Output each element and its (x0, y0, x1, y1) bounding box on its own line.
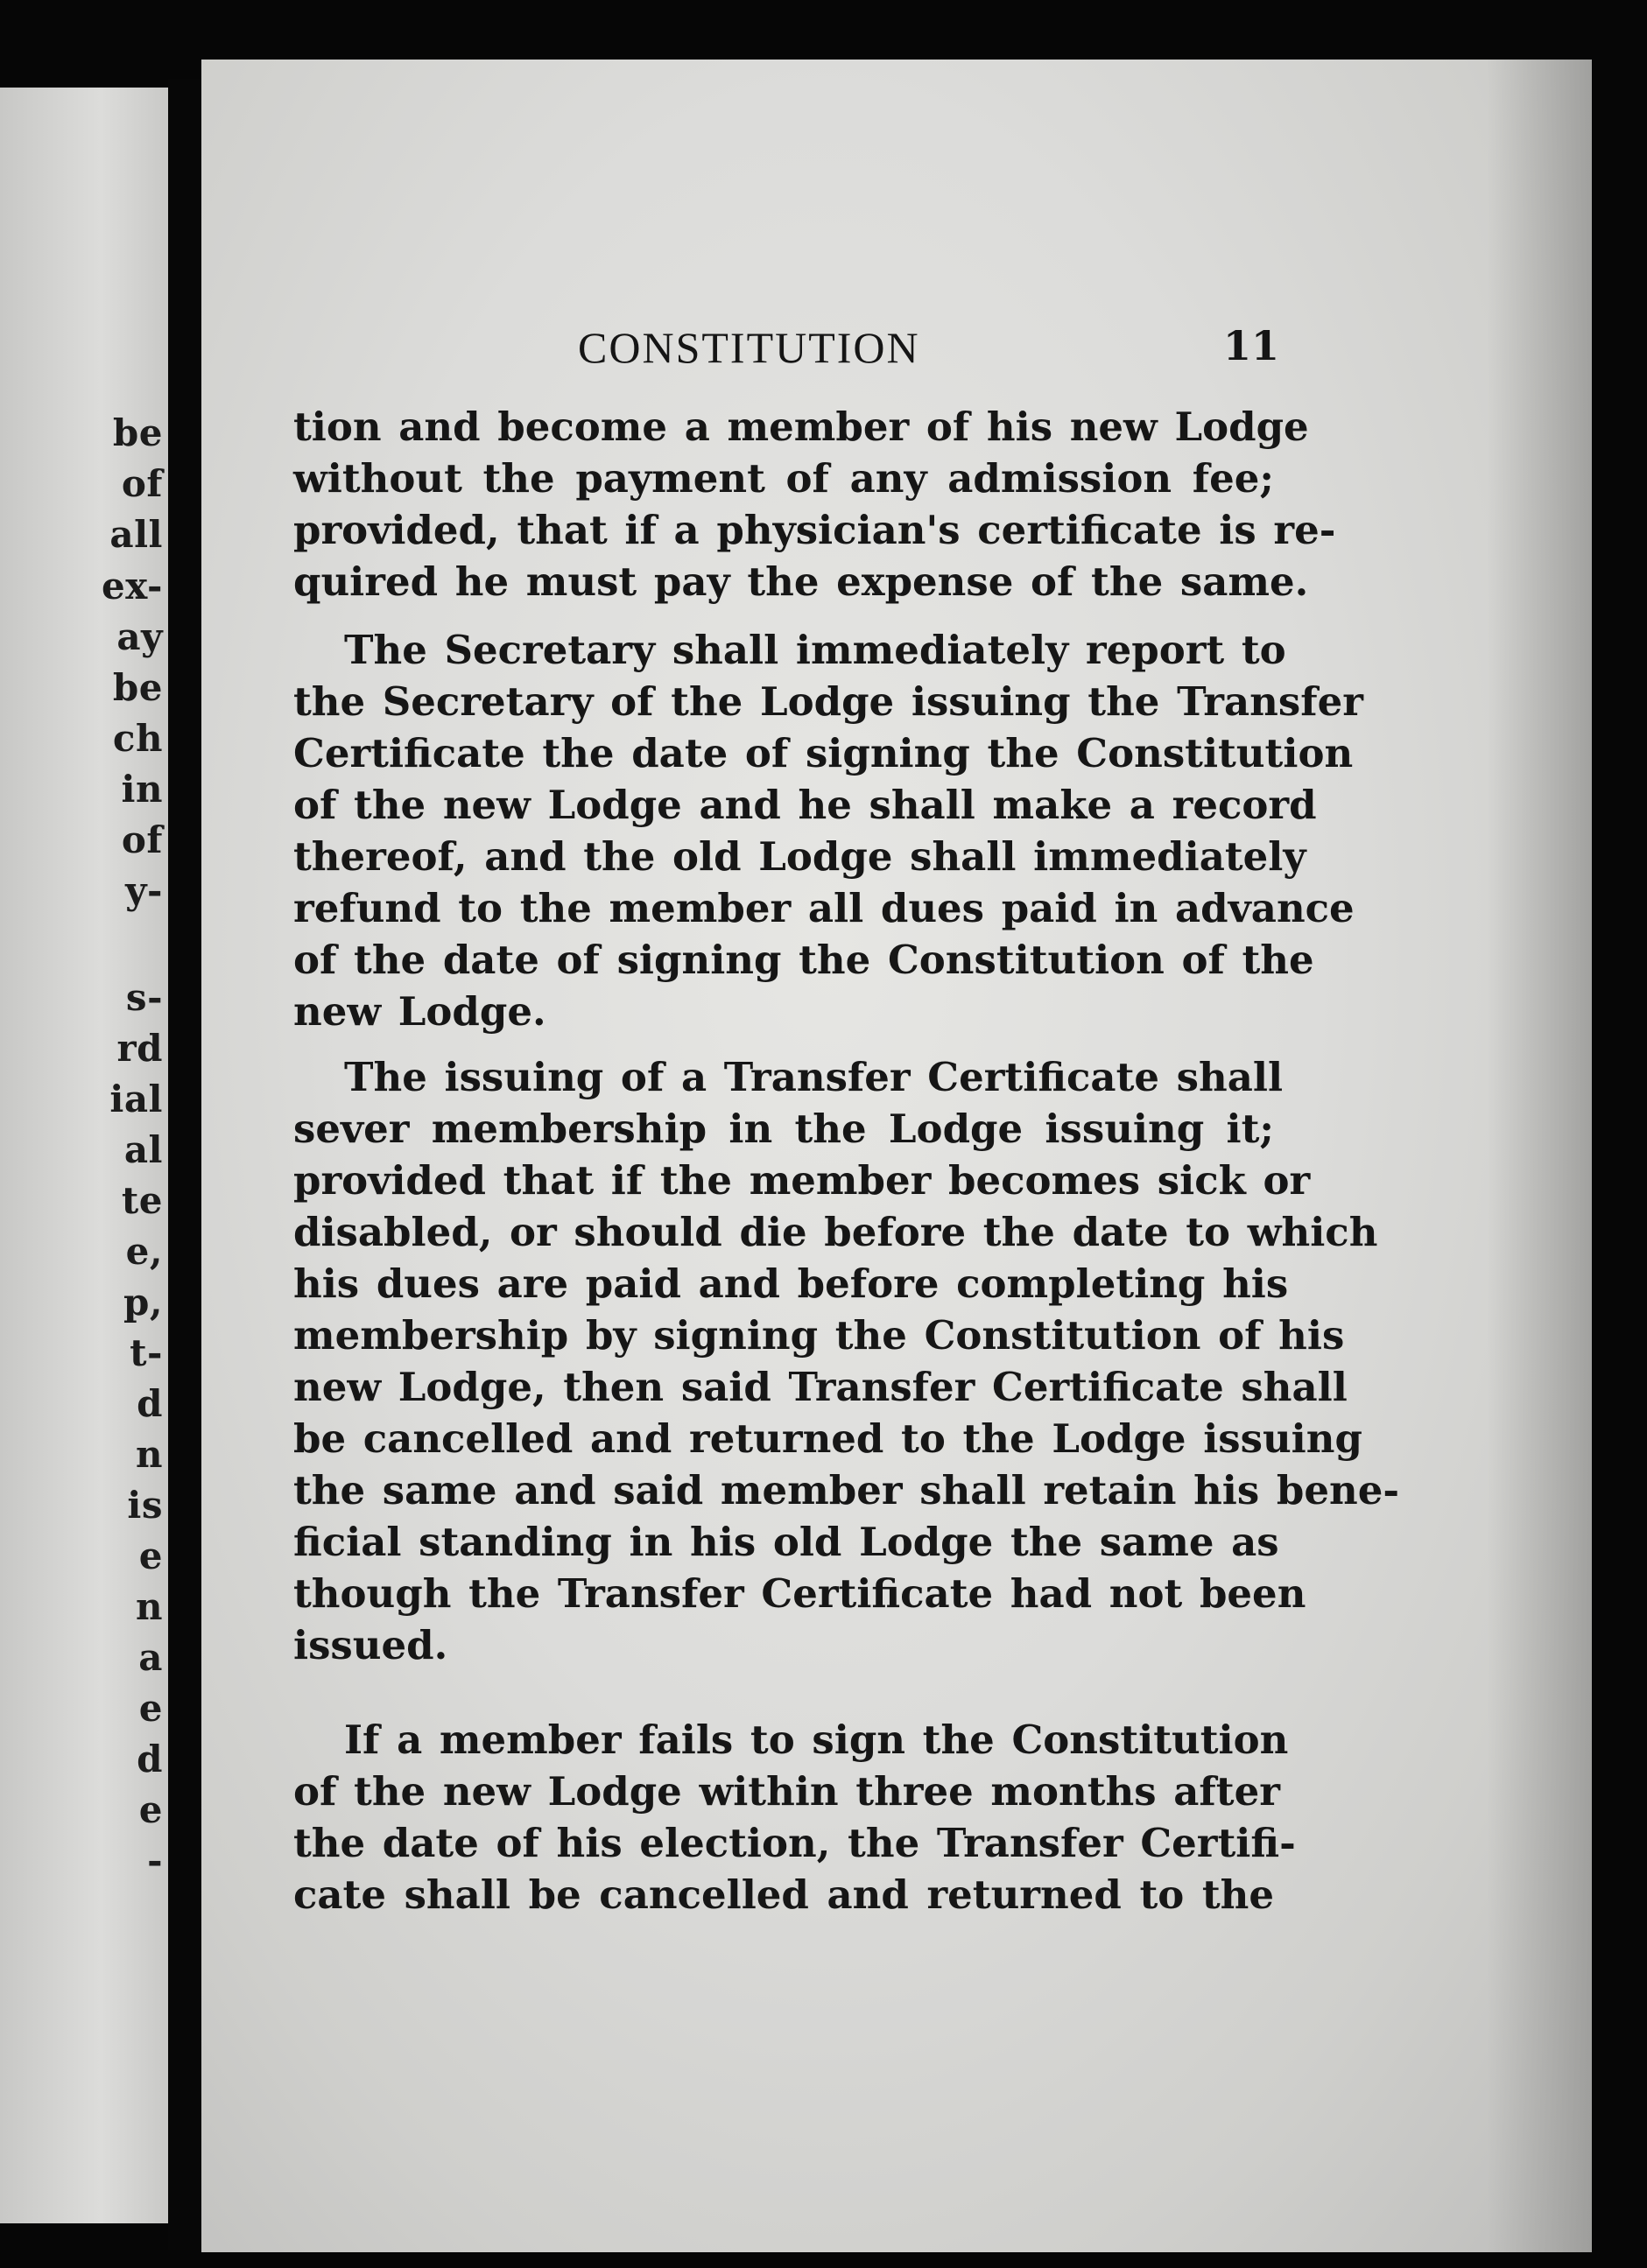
text-line: tion and become a member of his new Lodge (293, 404, 1309, 450)
left-text-fragment: e, (125, 1230, 163, 1273)
left-text-fragment: te (121, 1179, 163, 1222)
left-text-fragment: d (137, 1738, 163, 1780)
text-line: provided that if the member becomes sick or (293, 1157, 1311, 1204)
paragraph-4 (293, 1714, 1296, 1920)
text-line: sever membership in the Lodge issuing it; (293, 1106, 1274, 1152)
text-line: thereof, and the old Lodge shall immediately (293, 833, 1306, 880)
left-text-fragment: be (112, 411, 163, 454)
left-text-fragment: e (138, 1788, 163, 1831)
text-line: The issuing of a Transfer Certificate shall (344, 1054, 1284, 1100)
book-gutter (168, 79, 201, 2250)
left-text-fragment: y- (125, 869, 163, 912)
running-head: CONSTITUTION (578, 323, 920, 372)
text-line: the date of his election, the Transfer Certifi- (293, 1820, 1296, 1866)
left-text-fragment: ex- (102, 565, 163, 607)
paragraph-3 (293, 1051, 1400, 1671)
left-text-fragment: s- (125, 976, 163, 1019)
text-line: without the payment of any admission fee; (293, 455, 1274, 502)
left-text-fragment: be (112, 666, 163, 709)
left-text-fragment: ch (112, 717, 163, 760)
text-line: disabled, or should die before the date to which (293, 1209, 1378, 1255)
text-line: new Lodge, then said Transfer Certificate shall (293, 1364, 1348, 1410)
left-page-fragment (0, 88, 168, 2223)
text-line: cate shall be cancelled and returned to the (293, 1871, 1274, 1918)
left-text-fragment: n (135, 1433, 163, 1476)
text-line: the same and said member shall retain his bene- (293, 1467, 1400, 1513)
left-text-fragment: n (135, 1585, 163, 1628)
text-line: ficial standing in his old Lodge the same as (293, 1519, 1279, 1565)
left-text-fragment: ial (109, 1078, 163, 1120)
text-line: issued. (293, 1622, 448, 1668)
text-line: quired he must pay the expense of the same. (293, 558, 1309, 605)
book-page (201, 60, 1592, 2252)
text-line: If a member fails to sign the Constitution (344, 1717, 1289, 1763)
text-line: The Secretary shall immediately report to (344, 627, 1286, 673)
text-line: his dues are paid and before completing his (293, 1260, 1289, 1307)
text-line: of the new Lodge and he shall make a record (293, 782, 1317, 828)
text-line: new Lodge. (293, 988, 546, 1035)
left-text-fragment: all (109, 513, 163, 556)
text-line: of the new Lodge within three months after (293, 1768, 1280, 1815)
left-text-fragment: t- (130, 1331, 163, 1374)
text-line: the Secretary of the Lodge issuing the Transfer (293, 678, 1363, 725)
text-line: of the date of signing the Constitution of the (293, 937, 1314, 983)
left-text-fragment: ay (116, 615, 163, 658)
text-line: be cancelled and returned to the Lodge issuing (293, 1415, 1362, 1462)
text-line: provided, that if a physician's certificate is re- (293, 507, 1336, 553)
left-text-fragment: a (138, 1636, 163, 1679)
text-line: Certificate the date of signing the Constitution (293, 730, 1354, 776)
left-text-fragment: of (121, 818, 163, 861)
left-text-fragment: e (138, 1687, 163, 1730)
text-line: membership by signing the Constitution of his (293, 1312, 1345, 1359)
left-text-fragment: d (137, 1382, 163, 1425)
page-number: 11 (1223, 322, 1280, 369)
left-text-fragment: - (147, 1839, 163, 1882)
left-text-fragment: al (123, 1128, 163, 1171)
text-line: refund to the member all dues paid in advance (293, 885, 1355, 931)
left-text-fragment: rd (116, 1027, 163, 1070)
text-line: though the Transfer Certificate had not been (293, 1570, 1306, 1617)
left-text-fragment: e (138, 1534, 163, 1577)
paragraph-2 (293, 624, 1363, 1037)
paragraph-1 (293, 401, 1336, 607)
left-text-fragment: of (121, 462, 163, 505)
left-text-fragment: in (121, 768, 163, 811)
left-text-fragment: p, (123, 1281, 163, 1324)
left-text-fragment: is (127, 1484, 163, 1527)
